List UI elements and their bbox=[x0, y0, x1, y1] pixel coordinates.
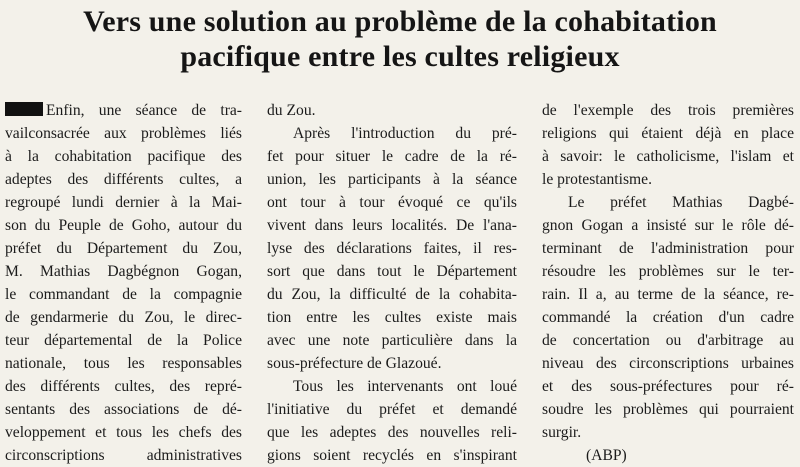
line-text: Enfin, une séance de tra- bbox=[46, 102, 242, 119]
line-text: regroupé lundi dernier à la Mai- bbox=[5, 194, 242, 211]
article-text-line bbox=[5, 329, 242, 352]
line-text: veloppement et tous les chefs des bbox=[5, 424, 242, 441]
line-text: et des sous-préfectures pour ré- bbox=[542, 378, 794, 395]
article-text-line bbox=[542, 122, 794, 145]
line-text: préfet du Département du Zou, bbox=[5, 240, 242, 257]
article-text-line bbox=[5, 237, 242, 260]
article-text-line bbox=[542, 306, 794, 329]
article-text-line bbox=[5, 214, 242, 237]
line-text: Le préfet Mathias Dagbé- bbox=[568, 194, 794, 211]
article-text-line bbox=[267, 191, 517, 214]
line-text: que les adeptes des nouvelles reli- bbox=[267, 424, 517, 441]
line-text: Tous les intervenants ont loué bbox=[293, 378, 517, 395]
line-text: de gendarmerie du Zou, le direc- bbox=[5, 309, 242, 326]
line-text: Après l'introduction du pré- bbox=[293, 125, 517, 142]
line-text: sentants des associations de dé- bbox=[5, 401, 242, 418]
line-text: des différents cultes, des repré- bbox=[5, 378, 242, 395]
line-text: vivent dans leurs localités. De l'ana- bbox=[267, 217, 517, 234]
article-text-line bbox=[5, 191, 242, 214]
article-headline bbox=[0, 4, 800, 74]
line-text: fet pour situer le cadre de la ré- bbox=[267, 148, 517, 165]
line-text: commandé la création d'un cadre bbox=[542, 309, 794, 326]
article-text-line bbox=[5, 421, 242, 444]
line-text: ont tour à tour évoqué ce qu'ils bbox=[267, 194, 517, 211]
line-text: du Zou, la difficulté de la cohabita- bbox=[267, 286, 517, 303]
line-text: le commandant de la compagnie bbox=[5, 286, 242, 303]
line-text: de l'exemple des trois premières bbox=[542, 102, 794, 119]
line-text: circonscriptions administratives bbox=[5, 447, 242, 464]
article-text-line bbox=[542, 421, 794, 444]
line-text: rain. Il a, au terme de la séance, re- bbox=[542, 286, 794, 303]
article-text-line bbox=[5, 306, 242, 329]
article-column-2 bbox=[267, 99, 517, 467]
article-text-line bbox=[267, 214, 517, 237]
article-text-line bbox=[267, 168, 517, 191]
article-text-line bbox=[542, 99, 794, 122]
article-text-line bbox=[542, 283, 794, 306]
article-text-line bbox=[267, 421, 517, 444]
agency-signature: (ABP) bbox=[586, 447, 627, 464]
line-text: l'initiative du préfet et demandé bbox=[267, 401, 517, 418]
line-text: sort que dans tout le Département bbox=[267, 263, 517, 280]
article-text-line bbox=[267, 122, 517, 145]
line-text: lyse des déclarations faites, il res- bbox=[267, 240, 517, 257]
lead-block-mark bbox=[5, 102, 43, 116]
article-text-line bbox=[5, 168, 242, 191]
line-text: soudre les problèmes qui pourraient bbox=[542, 401, 794, 418]
article-text-line bbox=[542, 237, 794, 260]
article-text-line bbox=[542, 444, 794, 467]
article-text-line bbox=[5, 444, 242, 467]
article-text-line bbox=[267, 398, 517, 421]
article-text-line bbox=[5, 375, 242, 398]
headline-line-2: pacifique entre les cultes religieux bbox=[180, 40, 620, 73]
article-text-line bbox=[542, 214, 794, 237]
article-text-line bbox=[5, 99, 242, 122]
line-text: religions qui étaient déjà en place bbox=[542, 125, 794, 142]
line-text: nationale, tous les responsables bbox=[5, 355, 242, 372]
article-text-line bbox=[267, 260, 517, 283]
line-text: tion entre les cultes existe mais bbox=[267, 309, 517, 326]
article-text-line bbox=[267, 237, 517, 260]
article-column-3 bbox=[542, 99, 794, 467]
line-text: avec une note particulière dans la bbox=[267, 332, 517, 349]
line-text: résoudre les problèmes sur le ter- bbox=[542, 263, 794, 280]
article-text-line bbox=[542, 260, 794, 283]
line-text: sous-préfecture de Glazoué. bbox=[267, 355, 442, 372]
line-text: gnon Gogan a insisté sur le rôle dé- bbox=[542, 217, 794, 234]
line-text: du Zou. bbox=[267, 102, 316, 119]
line-text: le protestantisme. bbox=[542, 171, 652, 188]
article-text-line bbox=[5, 283, 242, 306]
article-text-line bbox=[5, 122, 242, 145]
article-text-line bbox=[542, 375, 794, 398]
line-text: de concertation ou d'arbitrage au bbox=[542, 332, 794, 349]
line-text: son du Peuple de Goho, autour du bbox=[5, 217, 242, 234]
article-text-line bbox=[5, 145, 242, 168]
article-text-line bbox=[267, 145, 517, 168]
article-text-line bbox=[5, 260, 242, 283]
line-text: union, les participants à la séance bbox=[267, 171, 517, 188]
article-text-line bbox=[267, 99, 517, 122]
line-text: gions soient recyclés en s'inspirant bbox=[267, 447, 517, 464]
article-text-line bbox=[267, 306, 517, 329]
line-text: à la cohabitation pacifique des bbox=[5, 148, 242, 165]
article-text-line bbox=[267, 283, 517, 306]
line-text: terminant de l'administration pour bbox=[542, 240, 794, 257]
article-text-line bbox=[542, 168, 794, 191]
line-text: M. Mathias Dagbégnon Gogan, bbox=[5, 263, 242, 280]
article-text-line bbox=[542, 329, 794, 352]
article-text-line bbox=[542, 398, 794, 421]
article-text-line bbox=[542, 145, 794, 168]
article-text-line bbox=[542, 352, 794, 375]
article-text-line bbox=[267, 352, 517, 375]
line-text: adeptes des différents cultes, a bbox=[5, 171, 242, 188]
article-text-line bbox=[5, 398, 242, 421]
article-text-line bbox=[267, 329, 517, 352]
article-column-1 bbox=[5, 99, 242, 467]
headline-line-1: Vers une solution au problème de la cohabitation bbox=[83, 5, 717, 38]
line-text: niveau des circonscriptions urbaines bbox=[542, 355, 794, 372]
article-text-line bbox=[542, 191, 794, 214]
line-text: surgir. bbox=[542, 424, 582, 441]
line-text: à savoir: le catholicisme, l'islam et bbox=[542, 148, 794, 165]
line-text: teur départemental de la Police bbox=[5, 332, 242, 349]
article-text-line bbox=[5, 352, 242, 375]
line-text: vailconsacrée aux problèmes liés bbox=[5, 125, 242, 142]
article-text-line bbox=[267, 375, 517, 398]
article-text-line bbox=[267, 444, 517, 467]
